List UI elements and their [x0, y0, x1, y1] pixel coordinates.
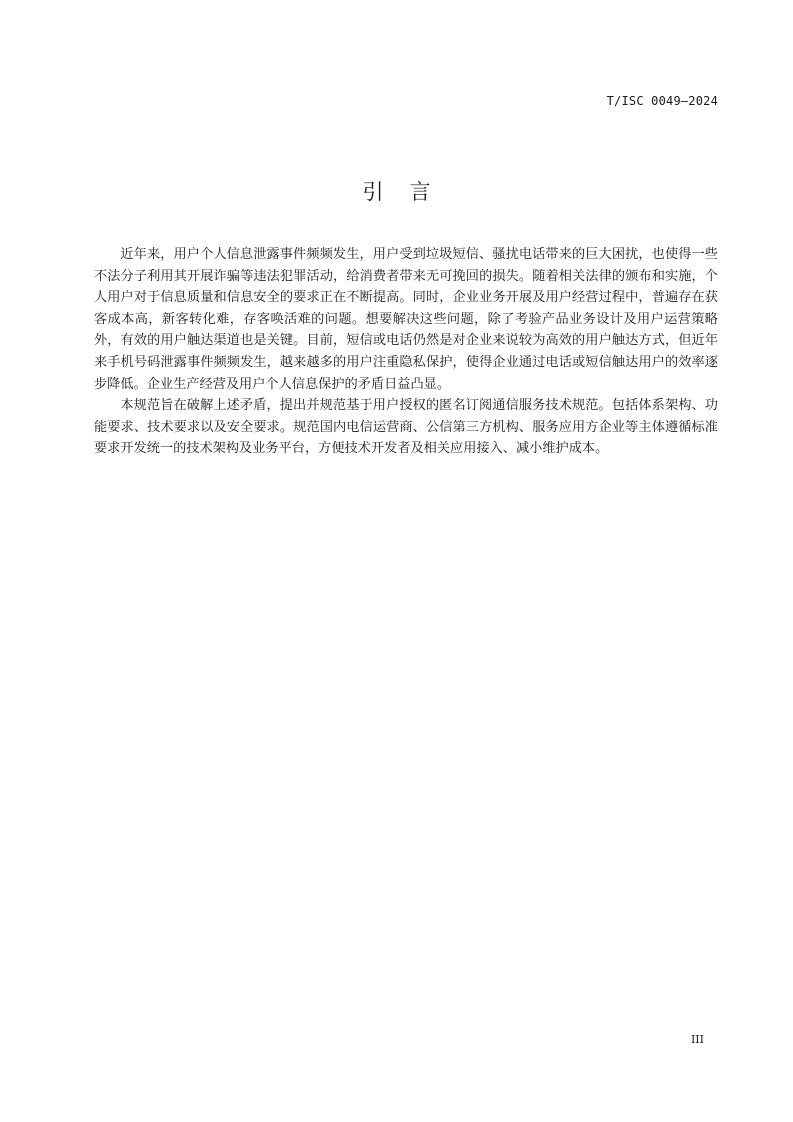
page-title: 引言	[362, 180, 457, 204]
standard-code-header: T/ISC 0049—2024	[606, 94, 718, 108]
page-number: III	[690, 1033, 704, 1046]
body-paragraph: 本规范旨在破解上述矛盾，提出并规范基于用户授权的匿名订阅通信服务技术规范。包括体系架构、功能要求、技术要求以及安全要求。规范国内电信运营商、公信第三方机构、服务应用方企业等主体遵循标准要求开发统一的技术架构及业务平台，方便技术开发者及相关应用接入、减小维护成本。	[94, 398, 718, 457]
body-paragraph: 近年来，用户个人信息泄露事件频频发生，用户受到垃圾短信、骚扰电话带来的巨大困扰，也使得一些不法分子利用其开展诈骗等违法犯罪活动，给消费者带来无可挽回的损失。随着相关法律的颁布和实施，个人用户对于信息质量和信息安全的要求正在不断提高。同时，企业业务开展及用户经营过程中，普遍存在获客成本高，新客转化难，存客唤活难的问题。想要解决这些问题，除了考验产品业务设计及用户运营策略外，有效的用户触达渠道也是关键。目前，短信或电话仍然是对企业来说较为高效的用户触达方式，但近年来手机号码泄露事件频频发生，越来越多的用户注重隐私保护，使得企业通过电话或短信触达用户的效率逐步降低。企业生产经营及用户个人信息保护的矛盾日益凸显。	[94, 247, 718, 392]
section-body	[94, 244, 718, 460]
